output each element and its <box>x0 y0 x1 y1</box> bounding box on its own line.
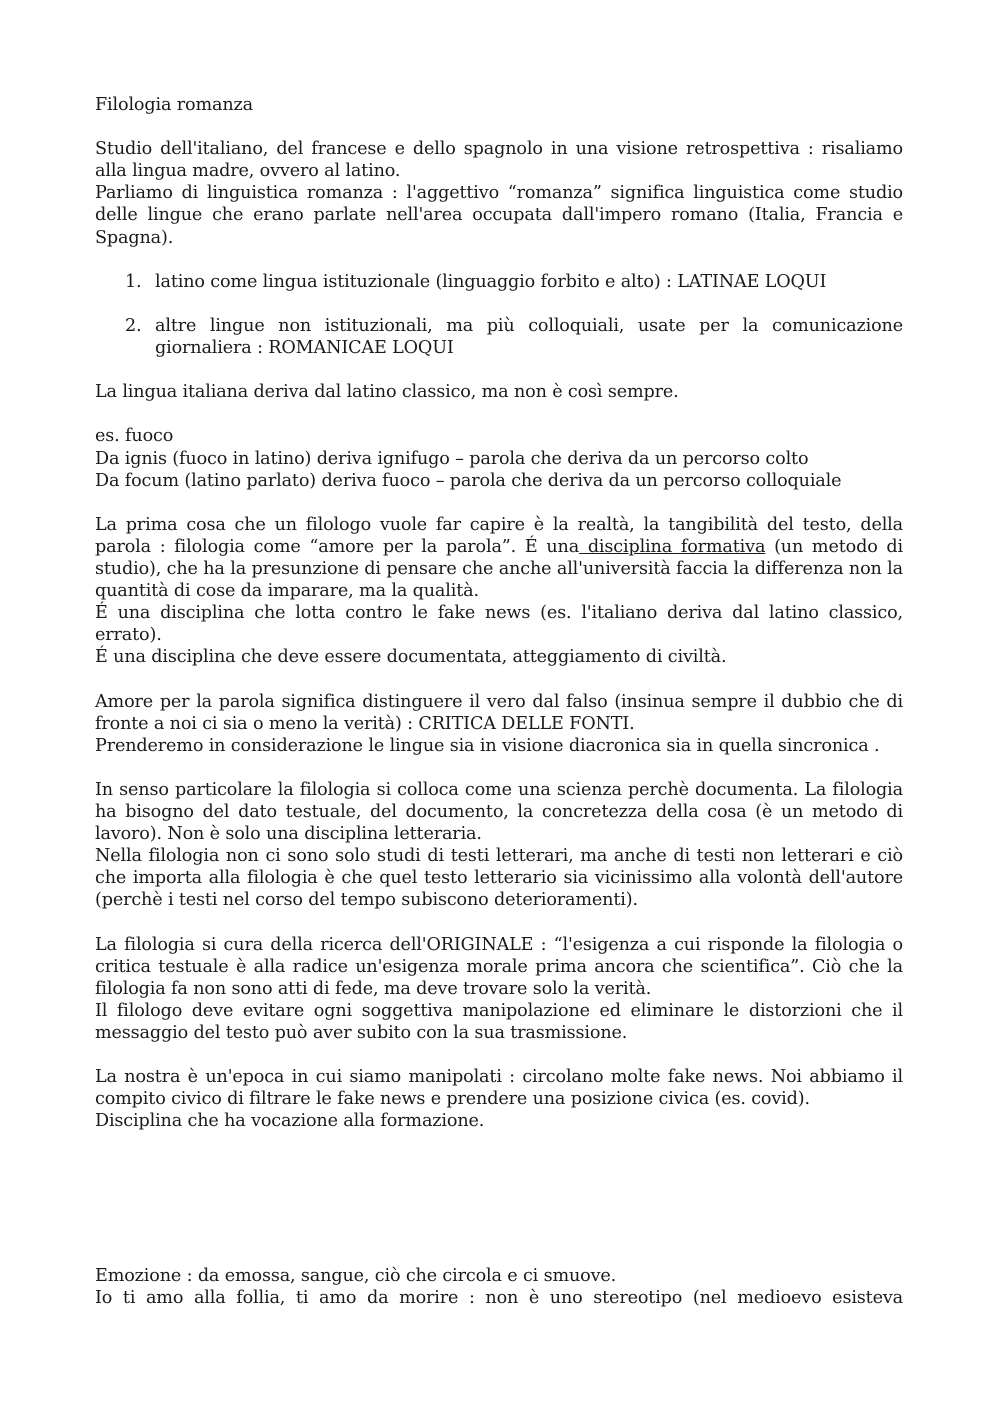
example-line-1: Da ignis (fuoco in latino) deriva ignifugo – parola che deriva da un percorso colto <box>95 448 809 469</box>
emotion-text: Emozione : da emossa, sangue, ciò che circola e ci smuove. <box>95 1265 617 1286</box>
love-text: Io ti amo alla follia, ti amo da morire : non è uno stereotipo (nel medioevo esisteva <box>95 1287 903 1308</box>
epoch-text: La nostra è un'epoca in cui siamo manipolati : circolano molte fake news. Noi abbiamo il compito civico di filtrare le fake news e prendere una posizione civica (es. covid). <box>95 1067 903 1110</box>
science-text: In senso particolare la filologia si colloca come una scienza perchè documenta. La filologia ha bisogno del dato testuale, del documento, la concretezza della cosa (è un metodo di lavoro). Non è solo una disciplina letteraria. <box>95 779 903 845</box>
list-item-text: altre lingue non istituzionali, ma più colloquiali, usate per la comunicazione giornaliera : ROMANICAE LOQUI <box>155 315 903 359</box>
philologist-duty-text: Il filologo deve evitare ogni soggettiva manipolazione ed eliminare le distorzioni che il messaggio del testo può aver subito con la sua trasmissione. <box>95 1000 903 1043</box>
paragraph-derivation: La lingua italiana deriva dal latino classico, ma non è così sempre. <box>95 382 679 403</box>
list-number: 1. <box>125 271 142 292</box>
document-title: Filologia romanza <box>95 95 253 115</box>
blank-space <box>95 1155 903 1265</box>
list-item-text: latino come lingua istituzionale (linguaggio forbito e alto) : LATINAE LOQUI <box>155 271 827 292</box>
romanza-text: Parliamo di linguistica romanza : l'aggettivo “romanza” significa linguistica come studio delle lingue che erano parlate nell'area occupata dall'impero romano (Italia, Francia e Spagna). <box>95 183 903 248</box>
list-item <box>95 315 903 359</box>
documented-text: É una disciplina che deve essere documentata, atteggiamento di civiltà. <box>95 647 727 668</box>
philologist-text-before: La prima cosa che un filologo vuole far capire è la realtà, la tangibilità del testo, della parola : filologia come “amore per la parola”. É una <box>95 514 903 557</box>
texts-text: Nella filologia non ci sono solo studi di testi letterari, ma anche di testi non letterari e ciò che importa alla filologia è che quel testo letterario sia vicinissimo alla volontà dell'autore (perchè i testi nel corso del tempo subiscono deterioramenti). <box>95 846 903 911</box>
paragraph-philologist <box>95 514 903 669</box>
document-page <box>95 94 903 1331</box>
paragraph-intro <box>95 138 903 248</box>
vocation-text: Disciplina che ha vocazione alla formazione. <box>95 1111 485 1132</box>
original-text: La filologia si cura della ricerca dell'ORIGINALE : “l'esigenza a cui risponde la filologia o critica testuale è alla radice un'esigenza morale prima ancora che scientifica”. Ciò che la filologia fa non sono atti di fede, ma deve trovare solo la verità. <box>95 934 903 999</box>
paragraph-emotion <box>95 1265 903 1309</box>
intro-text: Studio dell'italiano, del francese e dello spagnolo in una visione retrospettiva : risaliamo alla lingua madre, ovvero al latino. <box>95 139 903 182</box>
paragraph-science <box>95 779 903 912</box>
example-head: es. fuoco <box>95 426 174 447</box>
paragraph-original <box>95 934 903 1044</box>
paragraph-epoch <box>95 1066 903 1132</box>
paragraph-example <box>95 425 903 491</box>
numbered-list <box>95 271 903 359</box>
philologist-text-after: (un metodo di studio), che ha la presunzione di pensare che anche all'università faccia la differenza non la quantità di cose da imparare, ma la qualità. <box>95 536 903 602</box>
list-item <box>95 271 903 293</box>
languages-text: Prenderemo in considerazione le lingue sia in visione diacronica sia in quella sincronica . <box>95 735 880 756</box>
love-word-text: Amore per la parola significa distinguere il vero dal falso (insinua sempre il dubbio che di fronte a noi ci sia o meno la verità) : CRITICA DELLE FONTI. <box>95 691 903 734</box>
list-number: 2. <box>125 315 142 336</box>
disciplina-formativa-underlined: disciplina formativa <box>579 536 766 557</box>
fake-news-text: É una disciplina che lotta contro le fake news (es. l'italiano deriva dal latino classico, errato). <box>95 603 903 646</box>
paragraph-love-word <box>95 691 903 757</box>
philologist-text <box>95 514 903 602</box>
example-line-2: Da focum (latino parlato) deriva fuoco – parola che deriva da un percorso colloquiale <box>95 470 842 491</box>
